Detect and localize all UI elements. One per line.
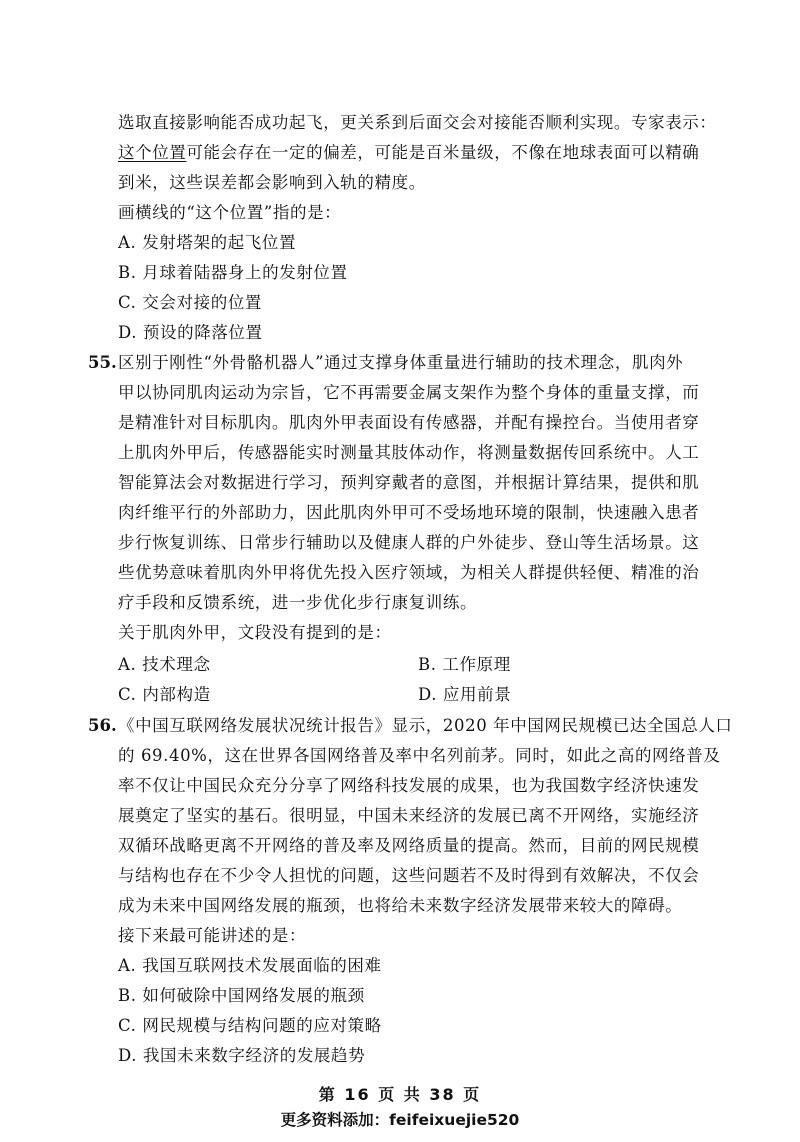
option-b: B. 如何破除中国网络发展的瓶颈 (118, 986, 365, 1005)
option-c: C. 交会对接的位置 (118, 293, 263, 312)
passage-line: 疗手段和反馈系统，进一步优化步行康复训练。 (118, 593, 478, 612)
passage-line: 率不仅让中国民众充分分享了网络科技发展的成果，也为我国数字经济快速发 (118, 776, 700, 795)
passage-line: 智能算法会对数据进行学习，预判穿戴者的意图，并根据计算结果，提供和肌 (118, 473, 700, 492)
option-row (118, 680, 718, 710)
passage-line: 步行恢复训练、日常步行辅助以及健康人群的户外徒步、登山等生活场景。这 (118, 533, 700, 552)
passage-line: 展奠定了坚实的基石。很明显，中国未来经济的发展已离不开网络，实施经济 (118, 806, 700, 825)
option-a: A. 我国互联网技术发展面临的困难 (118, 956, 382, 975)
question-stem: 接下来最可能讲述的是： (118, 926, 307, 945)
intro-line: 选取直接影响能否成功起飞，更关系到后面交会对接能否顺利实现。专家表示： (118, 113, 717, 132)
passage-line: 与结构也存在不少令人担忧的问题，这些问题若不及时得到有效解决，不仅会 (118, 866, 700, 885)
option-a: A. 发射塔架的起飞位置 (118, 233, 297, 252)
option-d: D. 应用前景 (418, 685, 512, 704)
intro-line-rest: 可能会存在一定的偏差，可能是百米量级，不像在地球表面可以精确 (186, 143, 700, 162)
option-c: C. 内部构造 (118, 685, 211, 704)
option-b: B. 月球着陆器身上的发射位置 (118, 263, 348, 282)
underlined-phrase: 这个位置 (118, 143, 187, 162)
intro-line: 到米，这些误差都会影响到入轨的精度。 (118, 173, 426, 192)
intro-line (118, 138, 718, 168)
passage-line: 是精准针对目标肌肉。肌肉外甲表面设有传感器，并配有操控台。当使用者穿 (118, 413, 700, 432)
question-number: 55. (88, 353, 117, 372)
question-number: 56. (88, 716, 117, 735)
passage-line: 区别于刚性“外骨骼机器人”通过支撑身体重量进行辅助的技术理念，肌肉外 (118, 353, 684, 372)
question-stem: 画横线的“这个位置”指的是： (118, 203, 342, 222)
option-d: D. 我国未来数字经济的发展趋势 (118, 1046, 366, 1065)
passage-line: 成为未来中国网络发展的瓶颈，也将给未来数字经济发展带来较大的障碍。 (118, 896, 683, 915)
passage-line: 双循环战略更离不开网络的普及率及网络质量的提高。然而，目前的网民规模 (118, 836, 700, 855)
passage-line: 的 69.40%，这在世界各国网络普及率中名列前茅。同时，如此之高的网络普及 (118, 746, 721, 765)
passage-line: 甲以协同肌肉运动为宗旨，它不再需要金属支架作为整个身体的重量支撑，而 (118, 383, 700, 402)
option-a: A. 技术理念 (118, 655, 211, 674)
question-stem: 关于肌肉外甲，文段没有提到的是： (118, 623, 392, 642)
option-d: D. 预设的降落位置 (118, 323, 263, 342)
passage-line: 上肌肉外甲后，传感器能实时测量其肢体动作，将测量数据传回系统中。人工 (118, 443, 700, 462)
passage-line: 肉纤维平行的外部助力，因此肌肉外甲可不受场地环境的限制，快速融入患者 (118, 503, 700, 522)
option-c: C. 网民规模与结构问题的应对策略 (118, 1016, 382, 1035)
passage-line: 些优势意味着肌肉外甲将优先投入医疗领域，为相关人群提供轻便、精准的治 (118, 563, 700, 582)
page-number: 第 16 页 共 38 页 (318, 1085, 482, 1104)
option-row (118, 650, 718, 680)
option-b: B. 工作原理 (418, 655, 511, 674)
passage-line: 《中国互联网络发展状况统计报告》显示，2020 年中国网民规模已达全国总人口 (118, 716, 733, 735)
footer-note: 更多资料添加：feifeixuejie520 (280, 1111, 520, 1129)
